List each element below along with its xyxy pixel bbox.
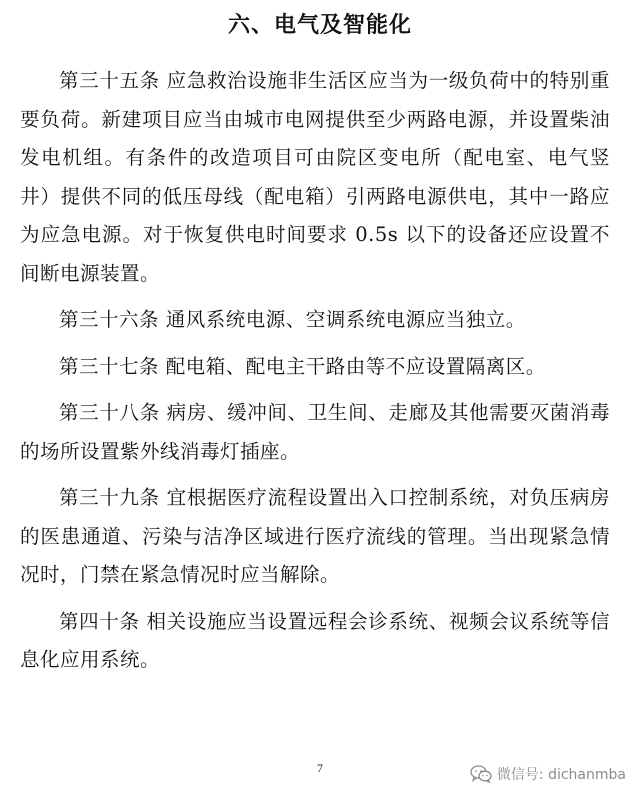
document-body <box>20 62 610 688</box>
article-39-paragraph: 第三十九条 宜根据医疗流程设置出入口控制系统，对负压病房的医患通道、污染与洁净区域进行医疗流线的管理。当出现紧急情况时，门禁在紧急情况时应当解除。 <box>20 486 610 586</box>
article-35-paragraph: 第三十五条 应急救治设施非生活区应当为一级负荷中的特别重要负荷。新建项目应当由城市电网提供至少两路电源，并设置柴油发电机组。有条件的改造项目可由院区变电所（配电室、电气竖井）提供不同的低压母线（配电箱）引两路电源供电，其中一路应为应急电源。对于恢复供电时间要求 0.5s 以下的设备还应设置不间断电源装置。 <box>20 69 610 285</box>
article-40-paragraph: 第四十条 相关设施应当设置远程会诊系统、视频会议系统等信息化应用系统。 <box>20 609 610 671</box>
article-38-paragraph: 第三十八条 病房、缓冲间、卫生间、走廊及其他需要灭菌消毒的场所设置紫外线消毒灯插座。 <box>20 401 610 463</box>
watermark-text: 微信号: dichanmba <box>496 767 626 783</box>
wechat-icon <box>470 765 492 783</box>
article-36-paragraph: 第三十六条 通风系统电源、空调系统电源应当独立。 <box>59 308 526 331</box>
article-37-paragraph: 第三十七条 配电箱、配电主干路由等不应设置隔离区。 <box>59 354 546 378</box>
section-heading: 六、电气及智能化 <box>227 13 412 38</box>
page-number: 7 <box>317 761 323 775</box>
wechat-watermark <box>470 764 626 784</box>
